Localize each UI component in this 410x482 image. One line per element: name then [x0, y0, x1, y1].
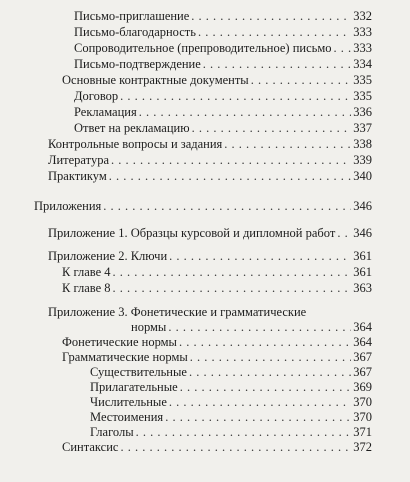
dot-leader — [191, 9, 351, 24]
toc-entry-title: К главе 8 — [62, 281, 111, 295]
toc-entry-title: Литература — [48, 153, 109, 167]
toc-entry-title: Приложения — [34, 199, 102, 213]
dot-leader — [334, 41, 352, 56]
dot-leader — [190, 350, 351, 365]
dot-leader — [337, 226, 351, 241]
toc-entry-title: Фонетические нормы — [62, 335, 177, 349]
toc-entry-page: 369 — [353, 380, 372, 394]
toc-entry — [62, 281, 372, 296]
toc-entry-title: Числительные — [90, 395, 167, 409]
toc-entry-title: Существительные — [90, 365, 187, 379]
toc-entry-page: 364 — [353, 320, 372, 334]
toc-entry-page: 367 — [353, 365, 372, 379]
dot-leader — [251, 73, 352, 88]
dot-leader — [224, 137, 351, 152]
toc-entry-page: 346 — [353, 226, 372, 240]
toc-entry-page: 333 — [353, 25, 372, 39]
dot-leader — [198, 25, 351, 40]
toc-entry-title: нормы — [131, 320, 167, 334]
toc-entry-page: 346 — [353, 199, 372, 213]
toc-entry — [48, 153, 372, 168]
toc-entry — [90, 410, 372, 425]
toc-entry — [62, 73, 372, 88]
toc-entry-page: 370 — [353, 410, 372, 424]
toc-entry — [74, 41, 372, 56]
toc-entry — [90, 425, 372, 440]
toc-entry-page: 338 — [353, 137, 372, 151]
toc-entry-page: 336 — [353, 105, 372, 119]
toc-entry — [48, 169, 372, 184]
dot-leader — [180, 380, 352, 395]
toc-entry-title: Рекламация — [74, 105, 137, 119]
toc-entry — [62, 440, 372, 455]
toc-entry-title: Синтаксис — [62, 440, 119, 454]
dot-leader — [120, 89, 351, 104]
dot-leader — [120, 440, 351, 455]
toc-entry-title: Основные контрактные документы — [62, 73, 249, 87]
dot-leader — [136, 425, 352, 440]
dot-leader — [192, 121, 352, 136]
toc-entry-title: Местоимения — [90, 410, 164, 424]
toc-entry-page: 372 — [353, 440, 372, 454]
dot-leader — [109, 169, 351, 184]
dot-leader — [203, 57, 351, 72]
toc-entry — [62, 265, 372, 280]
dot-leader — [113, 265, 352, 280]
toc-entry — [90, 395, 372, 410]
toc-entry-page: 363 — [353, 281, 372, 295]
dot-leader — [113, 281, 352, 296]
toc-entry-title: К главе 4 — [62, 265, 111, 279]
toc-entry — [74, 105, 372, 120]
toc-entry-title: Прилагательные — [90, 380, 178, 394]
toc-entry — [48, 249, 372, 264]
toc-entry — [74, 9, 372, 24]
toc-entry-page: 339 — [353, 153, 372, 167]
toc-entry — [74, 57, 372, 72]
toc-entry-title: Приложение 2. Ключи — [48, 249, 168, 263]
toc-entry — [62, 335, 372, 350]
toc-entry-title: Приложение 1. Образцы курсовой и дипломной работ — [48, 226, 336, 240]
toc-entry-title: Письмо-благодарность — [74, 25, 196, 39]
toc-entry-page: 337 — [353, 121, 372, 135]
toc-entry — [34, 199, 372, 214]
dot-leader — [189, 365, 351, 380]
toc-entry — [90, 365, 372, 380]
toc-entry — [74, 25, 372, 40]
dot-leader — [179, 335, 351, 350]
dot-leader — [111, 153, 351, 168]
toc-entry — [90, 380, 372, 395]
toc-entry — [48, 137, 372, 152]
toc-entry-title: Ответ на рекламацию — [74, 121, 190, 135]
toc-entry-title: Грамматические нормы — [62, 350, 188, 364]
toc-entry-title: Глаголы — [90, 425, 134, 439]
dot-leader — [165, 410, 351, 425]
toc-entry — [131, 320, 372, 335]
toc-entry-page: 361 — [353, 265, 372, 279]
dot-leader — [139, 105, 352, 120]
toc-entry-page: 333 — [353, 41, 372, 55]
toc-entry-page: 364 — [353, 335, 372, 349]
toc-entry-title: Контрольные вопросы и задания — [48, 137, 223, 151]
toc-entry-page: 340 — [353, 169, 372, 183]
toc-entry-title: Письмо-приглашение — [74, 9, 190, 23]
toc-entry-page: 335 — [353, 73, 372, 87]
toc-entry-title: Письмо-подтверждение — [74, 57, 201, 71]
toc-entry-title: Сопроводительное (препроводительное) письмо — [74, 41, 332, 55]
toc-entry-page: 335 — [353, 89, 372, 103]
toc-entry-title-line: Приложение 3. Фонетические и грамматические — [48, 305, 307, 319]
dot-leader — [169, 395, 351, 410]
toc-entry-page: 370 — [353, 395, 372, 409]
toc-entry-page: 367 — [353, 350, 372, 364]
toc-entry — [74, 121, 372, 136]
toc-entry — [48, 226, 372, 241]
toc-entry-page: 332 — [353, 9, 372, 23]
toc-entry — [62, 350, 372, 365]
dot-leader — [168, 320, 351, 335]
toc-entry-title: Договор — [74, 89, 119, 103]
dot-leader — [103, 199, 351, 214]
toc-entry — [74, 89, 372, 104]
dot-leader — [169, 249, 351, 264]
toc-entry-page: 334 — [353, 57, 372, 71]
toc-entry-page: 361 — [353, 249, 372, 263]
toc-entry-title: Практикум — [48, 169, 107, 183]
toc-entry-page: 371 — [353, 425, 372, 439]
